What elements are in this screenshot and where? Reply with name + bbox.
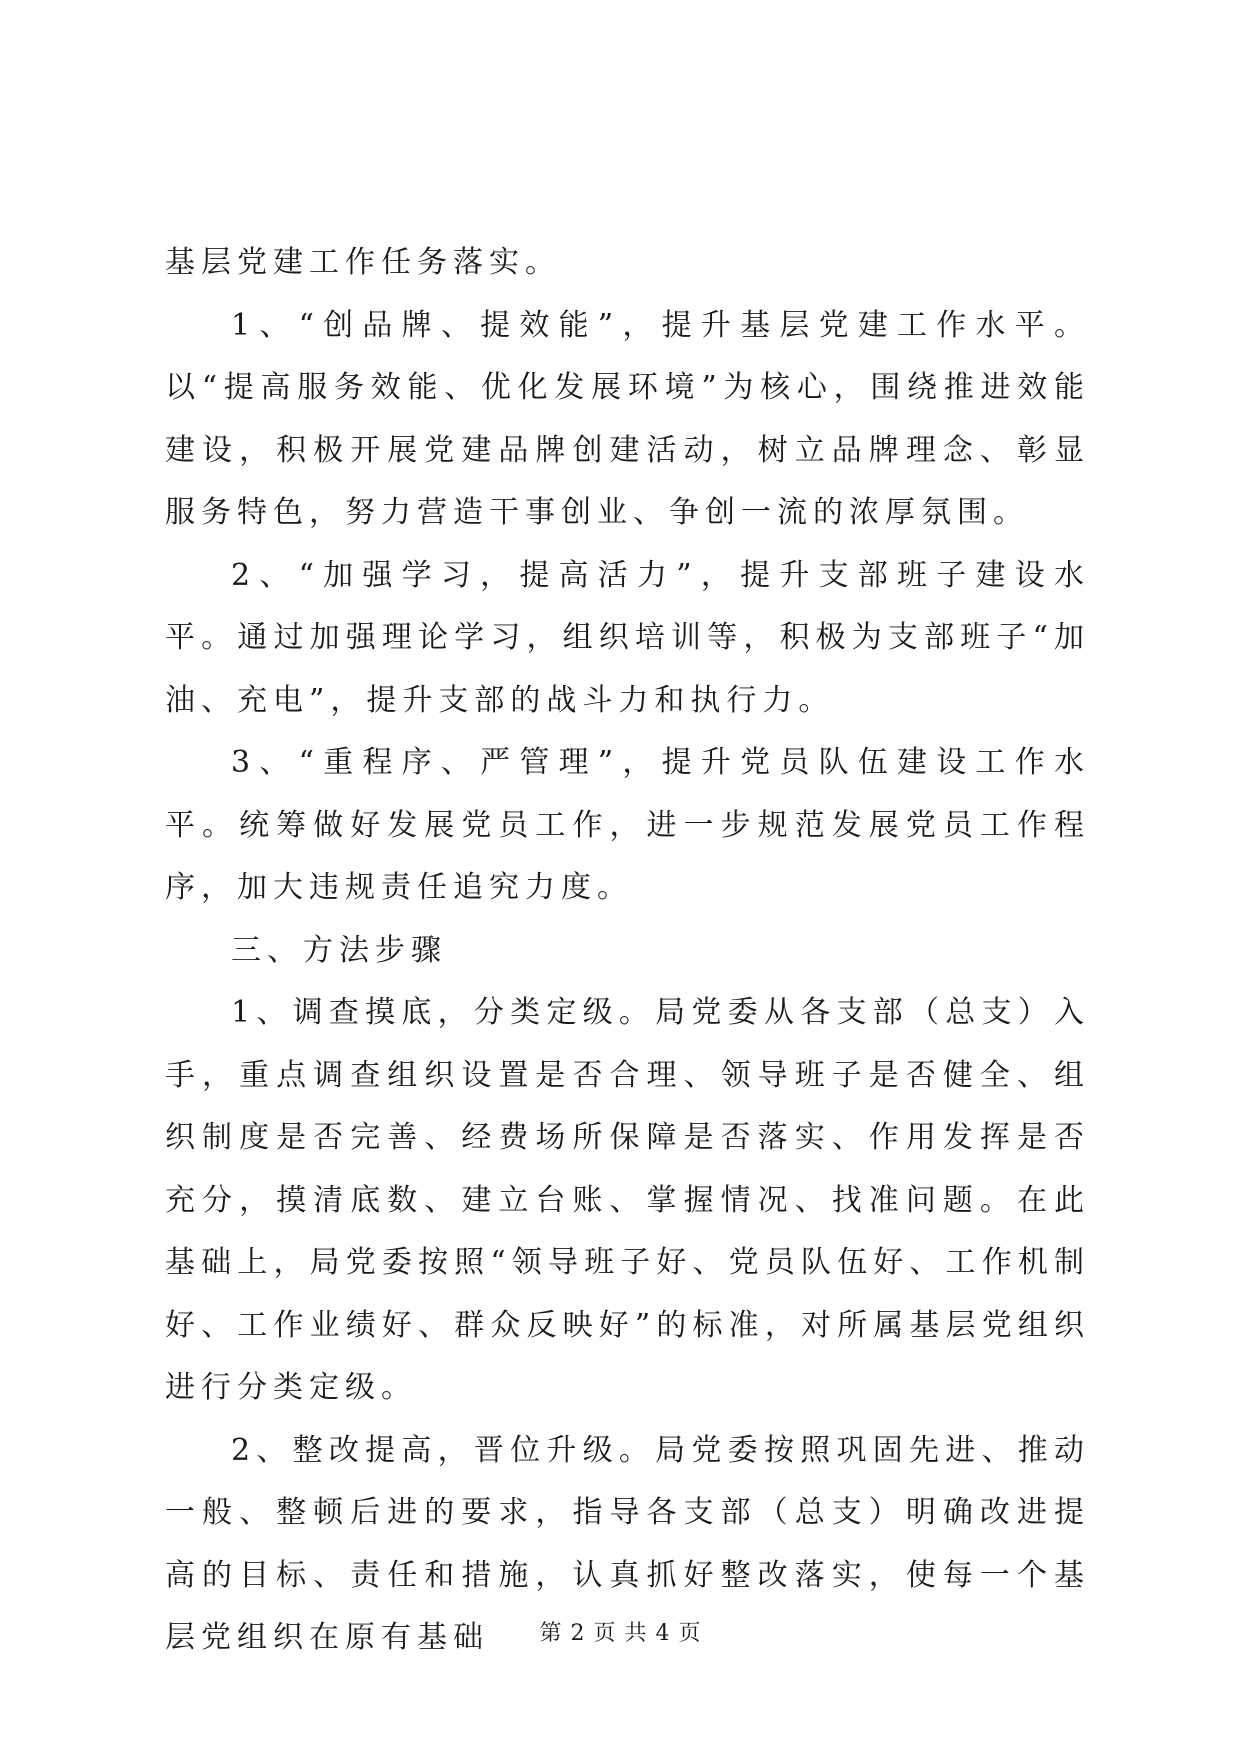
paragraph-item-1: 1、“创品牌、提效能”，提升基层党建工作水平。以“提高服务效能、优化发展环境”为核心，围绕推进效能建设，积极开展党建品牌创建活动，树立品牌理念、彰显服务特色，努力营造干事创业、争创一流的浓厚氛围。 [165,307,1090,530]
paragraph-item-3: 3、“重程序、严管理”，提升党员队伍建设工作水平。统筹做好发展党员工作，进一步规范发展党员工作程序，加大违规责任追究力度。 [165,745,1090,905]
document-body [165,232,1090,1670]
section-heading: 三、方法步骤 [231,932,447,968]
paragraph-step-2: 2、整改提高，晋位升级。局党委按照巩固先进、推动一般、整顿后进的要求，指导各支部（总支）明确改进提高的目标、责任和措施，认真抓好整改落实，使每一个基层党组织在原有基础 [165,1432,1090,1655]
paragraph-continuation: 基层党建工作任务落实。 [165,245,561,280]
paragraph-step-1: 1、调查摸底，分类定级。局党委从各支部（总支）入手，重点调查组织设置是否合理、领导班子是否健全、组织制度是否完善、经费场所保障是否落实、作用发挥是否充分，摸清底数、建立台账、掌握情况、找准问题。在此基础上，局党委按照“领导班子好、党员队伍好、工作机制好、工作业绩好、群众反映好”的标准，对所属基层党组织进行分类定级。 [165,995,1090,1405]
paragraph-item-2: 2、“加强学习，提高活力”，提升支部班子建设水平。通过加强理论学习，组织培训等，积极为支部班子“加油、充电”，提升支部的战斗力和执行力。 [165,557,1090,718]
page-number-footer: 第 2 页 共 4 页 [539,1621,702,1646]
